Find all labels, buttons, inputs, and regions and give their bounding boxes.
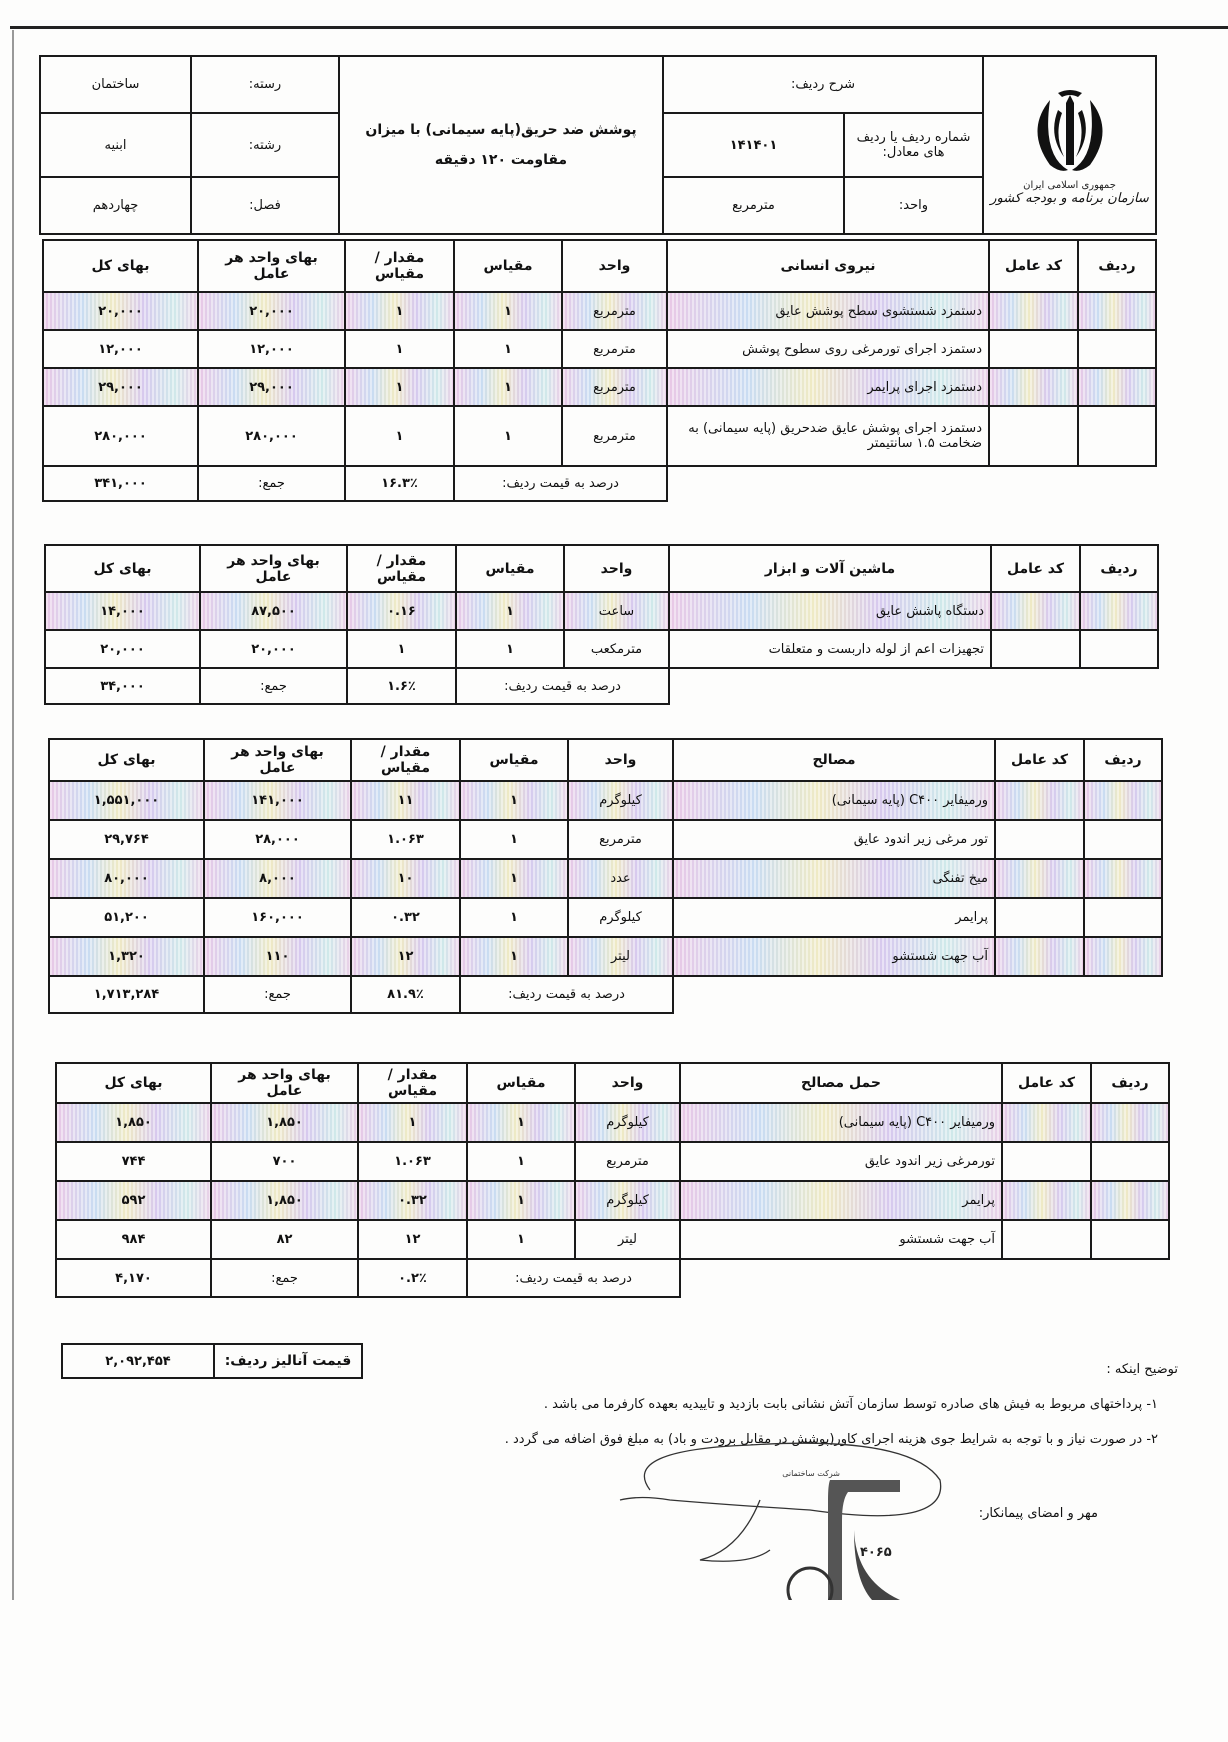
row-qty: ۰.۳۲ [358, 1181, 467, 1220]
row-scale: ۱ [467, 1142, 575, 1181]
section-title: حمل مصالح [680, 1063, 1002, 1103]
row-scale: ۱ [456, 592, 564, 630]
row-unit-price: ۷۰۰ [211, 1142, 358, 1181]
row-index [1091, 1220, 1169, 1259]
col-header-qty: مقدار / مقیاس [358, 1063, 467, 1103]
row-unit-price: ۱,۸۵۰ [211, 1181, 358, 1220]
section-table-labor [42, 239, 1157, 502]
row-scale: ۱ [460, 898, 568, 937]
row-qty: ۱۰ [351, 859, 460, 898]
unit-label: واحد: [844, 177, 983, 234]
section-sum: ۳۴۱,۰۰۰ [43, 466, 198, 501]
row-unit: مترمربع [575, 1142, 680, 1181]
col-header-unit-price: بهای واحد هر عامل [211, 1063, 358, 1103]
row-unit-price: ۱,۸۵۰ [211, 1103, 358, 1142]
row-total: ۲۰,۰۰۰ [43, 292, 198, 330]
section-sum: ۳۴,۰۰۰ [45, 668, 200, 704]
section-table-transport [55, 1062, 1170, 1298]
table-row [49, 937, 1162, 976]
row-unit: مترمربع [562, 406, 667, 466]
row-description: دستمزد اجرای پرایمر [667, 368, 989, 406]
row-unit: کیلوگرم [568, 781, 673, 820]
summary-spacer [669, 668, 1158, 704]
row-index [1084, 859, 1162, 898]
row-qty: ۱ [345, 330, 454, 368]
row-code [995, 898, 1084, 937]
row-unit-price: ۱۱۰ [204, 937, 351, 976]
total-label: قیمت آنالیز ردیف: [214, 1344, 362, 1378]
row-scale: ۱ [454, 330, 562, 368]
section-summary-row [45, 668, 1158, 704]
table-row [49, 781, 1162, 820]
section-percent: ۱.۶٪ [347, 668, 456, 704]
row-index [1084, 937, 1162, 976]
row-total: ۸۰,۰۰۰ [49, 859, 204, 898]
row-code [995, 859, 1084, 898]
row-index [1084, 781, 1162, 820]
col-header-total: بهای کل [45, 545, 200, 592]
col-header-unit: واحد [568, 739, 673, 781]
summary-spacer [673, 976, 1162, 1013]
col-header-code: کد عامل [1002, 1063, 1091, 1103]
field-label: رشته: [191, 113, 339, 177]
stamp-text: شرکت ساختمانی [782, 1469, 840, 1478]
col-header-code: کد عامل [991, 545, 1080, 592]
row-unit: مترمربع [562, 292, 667, 330]
row-code [991, 592, 1080, 630]
stamp-number: ۴۰۶۵ [860, 1545, 892, 1560]
chapter-value: چهاردهم [40, 177, 191, 234]
col-header-total: بهای کل [56, 1063, 211, 1103]
col-header-row: ردیف [1078, 240, 1156, 292]
unit-value: مترمربع [663, 177, 844, 234]
col-header-unit: واحد [562, 240, 667, 292]
table-row [56, 1220, 1169, 1259]
row-desc-label: شرح ردیف: [663, 56, 983, 113]
row-unit: مترمربع [568, 820, 673, 859]
col-header-code: کد عامل [995, 739, 1084, 781]
col-header-row: ردیف [1084, 739, 1162, 781]
row-qty: ۱ [347, 630, 456, 668]
row-code [989, 330, 1078, 368]
table-row [49, 898, 1162, 937]
signature-stamp [610, 1440, 960, 1600]
header-table [39, 55, 1157, 235]
row-code [1002, 1103, 1091, 1142]
col-header-unit-price: بهای واحد هر عامل [198, 240, 345, 292]
row-scale: ۱ [467, 1220, 575, 1259]
emblem-icon [1020, 85, 1120, 180]
table-row [43, 368, 1156, 406]
percent-label: درصد به قیمت ردیف: [456, 668, 669, 704]
row-description: تورمرغی زیر اندود عایق [680, 1142, 1002, 1181]
row-total: ۱,۸۵۰ [56, 1103, 211, 1142]
section-percent: ۰.۲٪ [358, 1259, 467, 1297]
row-unit-price: ۲۰,۰۰۰ [200, 630, 347, 668]
row-qty: ۱ [345, 292, 454, 330]
row-unit: عدد [568, 859, 673, 898]
row-description: ورمیفایر C۴۰۰ (پایه سیمانی) [673, 781, 995, 820]
row-qty: ۱۲ [358, 1220, 467, 1259]
row-total: ۵۱,۲۰۰ [49, 898, 204, 937]
row-unit-price: ۸۷,۵۰۰ [200, 592, 347, 630]
row-index [1091, 1181, 1169, 1220]
category-value: ساختمان [40, 56, 191, 113]
table-row [56, 1142, 1169, 1181]
row-description: دستمزد شستشوی سطح پوشش عایق [667, 292, 989, 330]
section-table-machinery [44, 544, 1159, 705]
row-qty: ۱.۰۶۳ [358, 1142, 467, 1181]
col-header-scale: مقیاس [460, 739, 568, 781]
row-unit-price: ۲۰,۰۰۰ [198, 292, 345, 330]
table-row [45, 630, 1158, 668]
row-scale: ۱ [460, 859, 568, 898]
item-title: پوشش ضد حریق(پایه سیمانی) با میزان مقاومت ۱۲۰ دقیقه [365, 122, 637, 168]
row-scale: ۱ [460, 937, 568, 976]
row-scale: ۱ [456, 630, 564, 668]
section-title: نیروی انسانی [667, 240, 989, 292]
col-header-total: بهای کل [43, 240, 198, 292]
row-description: دستگاه پاشش عایق [669, 592, 991, 630]
row-code [995, 781, 1084, 820]
field-value: ابنیه [40, 113, 191, 177]
col-header-unit: واحد [575, 1063, 680, 1103]
row-description: دستمزد اجرای پوشش عایق ضدحریق (پایه سیمانی) به ضخامت ۱.۵ سانتیمتر [667, 406, 989, 466]
section-header-row [43, 240, 1156, 292]
row-total: ۲۹,۰۰۰ [43, 368, 198, 406]
table-row [49, 859, 1162, 898]
percent-label: درصد به قیمت ردیف: [454, 466, 667, 501]
table-row [56, 1103, 1169, 1142]
row-qty: ۱۱ [351, 781, 460, 820]
summary-spacer [680, 1259, 1169, 1297]
row-scale: ۱ [454, 292, 562, 330]
row-total: ۲۹,۷۶۴ [49, 820, 204, 859]
signature-label: مهر و امضای پیمانکار: [978, 1506, 1098, 1521]
note-2: ۲- در صورت نیاز و با توجه به شرایط جوی هزینه اجرای کاور(پوشش در مقابل برودت و باد) به مبلغ فوق اضافه می گردد . [504, 1432, 1158, 1447]
col-header-unit-price: بهای واحد هر عامل [204, 739, 351, 781]
row-total: ۵۹۲ [56, 1181, 211, 1220]
row-index [1084, 898, 1162, 937]
row-qty: ۱ [345, 368, 454, 406]
row-total: ۱,۳۲۰ [49, 937, 204, 976]
row-description: آب جهت شستشو [673, 937, 995, 976]
row-total: ۱۴,۰۰۰ [45, 592, 200, 630]
row-unit: ساعت [564, 592, 669, 630]
row-unit: مترمربع [562, 330, 667, 368]
table-row [43, 406, 1156, 466]
row-scale: ۱ [467, 1103, 575, 1142]
section-summary-row [43, 466, 1156, 501]
table-row [45, 592, 1158, 630]
sum-label: جمع: [200, 668, 347, 704]
row-scale: ۱ [467, 1181, 575, 1220]
scan-border-top [10, 26, 1228, 29]
total-value: ۲,۰۹۲,۴۵۴ [62, 1344, 214, 1378]
section-title: ماشین آلات و ابزار [669, 545, 991, 592]
row-index [1078, 292, 1156, 330]
row-description: تور مرغی زیر اندود عایق [673, 820, 995, 859]
col-header-qty: مقدار / مقیاس [347, 545, 456, 592]
company-stamp-icon [782, 1469, 900, 1600]
row-code [989, 406, 1078, 466]
row-index [1078, 406, 1156, 466]
note-1: ۱- پرداختهای مربوط به فیش های صادره توسط سازمان آتش نشانی بابت بازدید و تاییدیه بعهده کارفرما می باشد . [543, 1397, 1158, 1412]
row-unit: کیلوگرم [568, 898, 673, 937]
sum-label: جمع: [204, 976, 351, 1013]
table-row [43, 330, 1156, 368]
row-code [1002, 1181, 1091, 1220]
row-index [1080, 592, 1158, 630]
row-code [989, 368, 1078, 406]
chapter-label: فصل: [191, 177, 339, 234]
summary-spacer [667, 466, 1156, 501]
signature-icon [620, 1443, 941, 1561]
row-total: ۹۸۴ [56, 1220, 211, 1259]
row-unit-price: ۱۴۱,۰۰۰ [204, 781, 351, 820]
row-index [1078, 330, 1156, 368]
row-description: آب جهت شستشو [680, 1220, 1002, 1259]
row-unit: لیتر [568, 937, 673, 976]
row-code [991, 630, 1080, 668]
row-scale: ۱ [454, 368, 562, 406]
row-unit: کیلوگرم [575, 1181, 680, 1220]
section-percent: ۸۱.۹٪ [351, 976, 460, 1013]
row-index [1078, 368, 1156, 406]
table-row [43, 292, 1156, 330]
col-header-row: ردیف [1080, 545, 1158, 592]
row-index [1084, 820, 1162, 859]
section-sum: ۱,۷۱۳,۲۸۴ [49, 976, 204, 1013]
notes-heading: توضیح اینکه : [1106, 1362, 1178, 1377]
row-index [1091, 1103, 1169, 1142]
sum-label: جمع: [198, 466, 345, 501]
row-unit-price: ۱۶۰,۰۰۰ [204, 898, 351, 937]
col-header-row: ردیف [1091, 1063, 1169, 1103]
row-scale: ۱ [460, 781, 568, 820]
percent-label: درصد به قیمت ردیف: [460, 976, 673, 1013]
row-scale: ۱ [454, 406, 562, 466]
row-code [989, 292, 1078, 330]
col-header-unit-price: بهای واحد هر عامل [200, 545, 347, 592]
row-unit: مترمکعب [564, 630, 669, 668]
row-number-label: شماره ردیف یا ردیف های معادل: [844, 113, 983, 177]
section-title: مصالح [673, 739, 995, 781]
row-unit-price: ۲۸۰,۰۰۰ [198, 406, 345, 466]
row-description: دستمزد اجرای تورمرغی روی سطوح پوشش [667, 330, 989, 368]
col-header-qty: مقدار / مقیاس [345, 240, 454, 292]
section-summary-row [56, 1259, 1169, 1297]
col-header-qty: مقدار / مقیاس [351, 739, 460, 781]
logo-line-1: جمهوری اسلامی ایران [1023, 179, 1116, 191]
percent-label: درصد به قیمت ردیف: [467, 1259, 680, 1297]
row-qty: ۱۲ [351, 937, 460, 976]
row-total: ۲۰,۰۰۰ [45, 630, 200, 668]
row-total: ۲۸۰,۰۰۰ [43, 406, 198, 466]
row-unit-price: ۱۲,۰۰۰ [198, 330, 345, 368]
row-description: میخ تفنگی [673, 859, 995, 898]
section-header-row [49, 739, 1162, 781]
row-number: ۱۴۱۴۰۱ [663, 113, 844, 177]
row-total: ۷۴۴ [56, 1142, 211, 1181]
row-description: ورمیفایر C۴۰۰ (پایه سیمانی) [680, 1103, 1002, 1142]
section-table-materials [48, 738, 1163, 1014]
row-total: ۱,۵۵۱,۰۰۰ [49, 781, 204, 820]
row-total: ۱۲,۰۰۰ [43, 330, 198, 368]
row-unit-price: ۲۸,۰۰۰ [204, 820, 351, 859]
row-description: پرایمر [680, 1181, 1002, 1220]
section-percent: ۱۶.۳٪ [345, 466, 454, 501]
row-index [1091, 1142, 1169, 1181]
logo [983, 56, 1156, 234]
col-header-total: بهای کل [49, 739, 204, 781]
row-unit: لیتر [575, 1220, 680, 1259]
row-scale: ۱ [460, 820, 568, 859]
section-sum: ۴,۱۷۰ [56, 1259, 211, 1297]
section-header-row [56, 1063, 1169, 1103]
row-unit-price: ۸۲ [211, 1220, 358, 1259]
row-qty: ۱.۰۶۳ [351, 820, 460, 859]
category-label: رسته: [191, 56, 339, 113]
section-summary-row [49, 976, 1162, 1013]
row-code [1002, 1220, 1091, 1259]
row-code [1002, 1142, 1091, 1181]
row-unit: مترمربع [562, 368, 667, 406]
row-qty: ۰.۳۲ [351, 898, 460, 937]
row-index [1080, 630, 1158, 668]
item-title-cell [339, 56, 663, 234]
scan-border-left [12, 30, 14, 1600]
row-qty: ۱ [358, 1103, 467, 1142]
logo-line-2: سازمان برنامه و بودجه کشور [990, 190, 1149, 206]
col-header-scale: مقیاس [456, 545, 564, 592]
col-header-scale: مقیاس [454, 240, 562, 292]
table-row [49, 820, 1162, 859]
col-header-code: کد عامل [989, 240, 1078, 292]
row-code [995, 937, 1084, 976]
row-code [995, 820, 1084, 859]
table-row [56, 1181, 1169, 1220]
row-unit-price: ۲۹,۰۰۰ [198, 368, 345, 406]
row-unit: کیلوگرم [575, 1103, 680, 1142]
row-description: تجهیزات اعم از لوله داربست و متعلقات [669, 630, 991, 668]
row-unit-price: ۸,۰۰۰ [204, 859, 351, 898]
sum-label: جمع: [211, 1259, 358, 1297]
col-header-unit: واحد [564, 545, 669, 592]
row-description: پرایمر [673, 898, 995, 937]
row-qty: ۰.۱۶ [347, 592, 456, 630]
row-qty: ۱ [345, 406, 454, 466]
section-header-row [45, 545, 1158, 592]
col-header-scale: مقیاس [467, 1063, 575, 1103]
